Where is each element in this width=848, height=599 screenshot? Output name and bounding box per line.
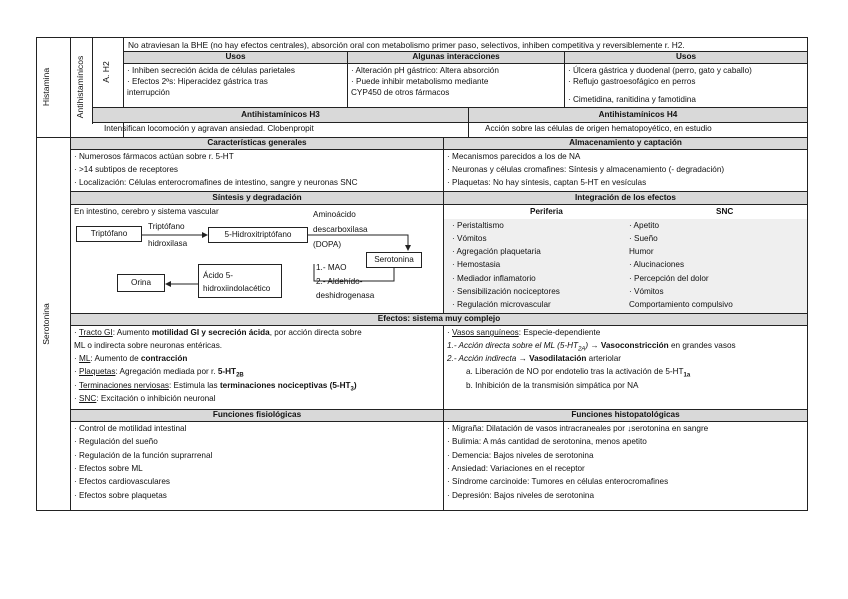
list-item: · Depresión: Bajos niveles de serotonina [447, 491, 595, 500]
serotonina-box: Serotonina [366, 252, 422, 268]
histamina-intro: No atraviesan la BHE (no hay efectos centrales), absorción oral con metabolismo primer paso, selectivos, inhiben competitiva y reversiblemente r. H2. [128, 40, 685, 50]
snc-header: SNC [716, 207, 734, 216]
list-item: · Cimetidina, ranitidina y famotidina [568, 95, 696, 104]
acido-line: Ácido 5- [203, 271, 234, 280]
efecto-line: · Tracto GI: Aumento motilidad GI y secreción ácida, por acción directa sobre [74, 328, 362, 337]
hidroxitriptofano-box: 5-Hidroxitriptófano [208, 227, 308, 243]
list-item: CYP450 de otros fármacos [351, 88, 450, 97]
list-item: · Mecanismos parecidos a los de NA [447, 152, 581, 161]
list-item: · Puede inhibir metabolismo mediante [351, 77, 489, 86]
efecto-line: a. Liberación de NO por endotelio tras la activación de $5-HT_{1a}$ [466, 367, 691, 379]
list-item: · Apetito [629, 221, 660, 230]
acido-line: hidroxiindolacético [203, 284, 271, 293]
efectos-header: Efectos: sistema muy complejo [71, 314, 807, 325]
list-item: · Reflujo gastroesofágico en perros [568, 77, 696, 86]
sintesis-arrows [70, 204, 443, 313]
list-item: · Control de motilidad intestinal [74, 424, 187, 433]
list-item: · Regulación del sueño [74, 437, 158, 446]
integracion-header: Integración de los efectos [444, 192, 807, 204]
efecto-line: · Plaquetas: Agregación mediada por r. $5-HT_{2B}$ [74, 367, 244, 379]
list-item: · Neuronas y células cromafines: Síntesis y almacenamiento (- degradación) [447, 165, 725, 174]
sintesis-header: Síntesis y degradación [71, 192, 443, 204]
list-item: · Peristaltismo [452, 221, 504, 230]
histo-header: Funciones histopatológicas [444, 410, 807, 421]
usos2-header: Usos [565, 52, 807, 63]
enzyme-label: (DOPA) [313, 240, 342, 249]
h4-header: Antihistamínicos H4 [469, 108, 807, 122]
list-item: · Sueño [629, 234, 658, 243]
list-item: · Alucinaciones [629, 260, 685, 269]
list-item: · Regulación microvascular [452, 300, 551, 309]
list-item: · Efectos sobre ML [74, 464, 143, 473]
list-item: · Inhiben secreción ácida de células parietales [127, 66, 295, 75]
list-item: · Efectos cardiovasculares [74, 477, 171, 486]
list-item: · Hemostasia [452, 260, 501, 269]
list-item: · Percepción del dolor [629, 274, 709, 283]
efecto-line: · SNC: Excitación o inhibición neuronal [74, 394, 216, 403]
enzyme-label: Aminoácido [313, 210, 356, 219]
efecto-line: · Terminaciones nerviosas: Estimula las terminaciones nociceptivas $(5-HT_3)$ [74, 381, 357, 393]
list-item: Humor [629, 247, 654, 256]
efecto-line: · ML: Aumento de contracción [74, 354, 188, 363]
list-item: · Numerosos fármacos actúan sobre r. 5-HT [74, 152, 234, 161]
orina-box: Orina [117, 274, 165, 292]
list-item: Comportamiento compulsivo [629, 300, 733, 309]
interacciones-header: Algunas interacciones [348, 52, 564, 63]
enzyme-label: hidroxilasa [148, 239, 188, 248]
list-item: · >14 subtipos de receptores [74, 165, 178, 174]
efecto-line: 2.- Acción indirecta → Vasodilatación arteriolar [447, 354, 621, 363]
triptofano-box: Triptófano [76, 226, 142, 242]
list-item: · Regulación de la función suprarrenal [74, 451, 213, 460]
arrow-2 [308, 235, 408, 250]
list-item: · Efectos sobre plaquetas [74, 491, 167, 500]
caract-header: Características generales [71, 138, 443, 149]
list-item: · Vómitos [629, 287, 664, 296]
h3-header: Antihistamínicos H3 [93, 108, 468, 122]
efecto-line: · Vasos sanguíneos: Especie-dependiente [447, 328, 601, 337]
histamina-label: Histamina [41, 67, 51, 107]
enzyme-label: 2.- Aldehído- [316, 277, 363, 286]
list-item: · Vómitos [452, 234, 487, 243]
list-item: · Demencia: Bajos niveles de serotonina [447, 451, 594, 460]
enzyme-label: deshidrogenasa [316, 291, 375, 300]
ah2-label: A. H2 [101, 61, 111, 83]
efecto-line: 1.- Acción directa sobre el ML $(5-HT_{2A})$ → Vasoconstricción en grandes vasos [447, 341, 736, 353]
periferia-header: Periferia [530, 207, 563, 216]
sintesis-intro: En intestino, cerebro y sistema vascular [74, 207, 219, 216]
list-item: · Síndrome carcinoide: Tumores en células enterocromafines [447, 477, 669, 486]
efecto-line: b. Inhibición de la transmisión simpática por NA [466, 381, 639, 390]
enzyme-label: 1.- MAO [316, 263, 347, 272]
antihistaminicos-label: Antihistamínicos [75, 55, 85, 119]
list-item: · Migraña: Dilatación de vasos intracraneales por ↓serotonina en sangre [447, 424, 709, 433]
list-item: · Agregación plaquetaria [452, 247, 541, 256]
list-item: · Bulimia: A más cantidad de serotonina, menos apetito [447, 437, 647, 446]
list-item: · Sensibilización nociceptores [452, 287, 560, 296]
list-item: · Efectos 2ºs: Hiperacidez gástrica tras [127, 77, 268, 86]
enzyme-label: Triptófano [148, 222, 185, 231]
list-item: · Ansiedad: Variaciones en el receptor [447, 464, 585, 473]
list-item: · Plaquetas: No hay síntesis, captan 5-HT en vesículas [447, 178, 647, 187]
h4-text: Acción sobre las células de origen hematopoyético, en estudio [485, 124, 712, 133]
h3-text: Intensifican locomoción y agravan ansiedad. Clobenpropit [104, 124, 314, 133]
list-item: · Localización: Células enterocromafines de intestino, sangre y neuronas SNC [74, 178, 358, 187]
serotonina-label: Serotonina [41, 303, 51, 345]
fisio-header: Funciones fisiológicas [71, 410, 443, 421]
list-item: · Úlcera gástrica y duodenal (perro, gato y caballo) [568, 66, 752, 75]
enzyme-label: descarboxilasa [313, 225, 368, 234]
list-item: · Mediador inflamatorio [452, 274, 536, 283]
arrow-3 [314, 264, 394, 281]
list-item: · Alteración pH gástrico: Altera absorción [351, 66, 499, 75]
efecto-line: ML o indirecta sobre neuronas entéricas. [74, 341, 223, 350]
list-item: interrupción [127, 88, 170, 97]
almac-header: Almacenamiento y captación [444, 138, 807, 149]
usos-header: Usos [124, 52, 347, 63]
